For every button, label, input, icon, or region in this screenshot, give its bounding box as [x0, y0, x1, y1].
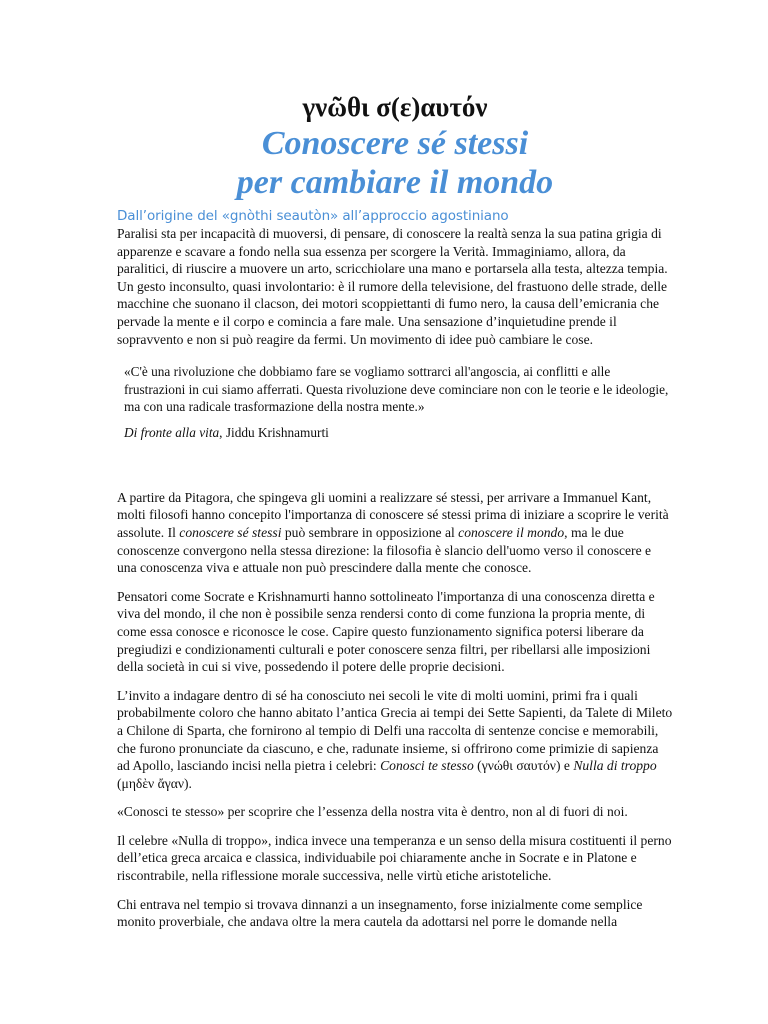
main-title [117, 124, 673, 202]
quote-block [124, 363, 673, 442]
p1-text-a: A partire da Pitagora, che spingeva gli uomini a realizzare sé stessi, per arrivare a Immanuel Kant, molti filosofi hanno concepito l'importanza di conoscere sé stessi prima di iniziare a scoprire le verità assolute. Il [117, 489, 669, 540]
quote-text: «C'è una rivoluzione che dobbiamo fare se vogliamo sottrarci all'angoscia, ai conflitti e alle frustrazioni in cui siamo afferrati. Questa rivoluzione deve cominciare non con le teorie e le ideologie, ma con una radicale trasformazione della nostra mente.» [124, 364, 669, 414]
spacer [117, 442, 673, 489]
p1-text-e: , ma le due conoscenze convergono nella stessa direzione: la filosofia è slancio dell'uomo verso il conoscere e una conoscenza viva e attuale non può prescindere dalla mente che conosce. [117, 524, 652, 576]
paragraph-1 [117, 489, 673, 577]
document-page [117, 90, 673, 931]
p3-text-e: (μηδὲν ἄγαν). [117, 775, 192, 791]
p3-text-a: L’invito a indagare dentro di sé ha conosciuto nei secoli le vite di molti uomini, primi fra i quali probabilmente coloro che hanno abitato l’antica Grecia ai tempi dei Sette Sapienti, da Talete di Mileto a Chilone di Sparta, che fornirono al tempio di Delfi una raccolta di sentenze concise e memorabili, che furono pronunciate da ciascuno, e che, radunate insieme, si offrirono come primizie di sapienza ad Apollo, lasciando incisi nella pietra i celebri: [117, 687, 673, 774]
paragraph-3 [117, 687, 673, 793]
p1-em-conoscere-mondo: conoscere il mondo [458, 524, 565, 540]
p1-em-conoscere-se: conoscere sé stessi [179, 524, 282, 540]
p3-em-nulla: Nulla di troppo [573, 758, 657, 774]
quote-book: Di fronte alla vita [124, 425, 220, 441]
paragraph-6: Chi entrava nel tempio si trovava dinnanzi a un insegnamento, forse inizialmente come semplice monito proverbiale, che andava oltre la mera cautela da adottarsi nel porre le domande nella [117, 896, 643, 930]
p3-text-c: (γνώθι σαυτόν) e [473, 758, 574, 774]
intro-paragraph: Paralisi sta per incapacità di muoversi, di pensare, di conoscere la realtà senza la sua patina grigia di apparenze e scavare a fondo nella sua essenza per scorgere la Verità. Immaginiamo, allora, da paralitici, di riuscire a muovere un arto, scricchiolare una mano e portarsela alla testa, altezza tempia. Un gesto inconsulto, quasi involontario: è il rumore della televisione, del frastuono delle strade, delle macchine che suonano il clacson, dei motori scoppiettanti di fumo nero, la causa dell’emicrania che pervade la mente e il corpo e comincia a fare male. Una sensazione d’inquietudine prende il sopravvento e non si può reagire da fermi. Un movimento di idee può cambiare le cose. [117, 226, 668, 347]
subtitle: Dall’origine del «gnòthi seautòn» all’approccio agostiniano [117, 208, 509, 224]
p1-text-c: può sembrare in opposizione al [281, 524, 459, 540]
paragraph-2: Pensatori come Socrate e Krishnamurti hanno sottolineato l'importanza di una conoscenza diretta e viva del mondo, il che non è possibile senza rendersi conto di come funziona la propria mente, di come essa conosce e riconosce le cose. Capire questo funzionamento significa potersi liberare da pregiudizi e condizionamenti culturali e poter conoscere senza filtri, per ribellarsi alle imposizioni della società in cui si vive, possedendo il potere delle proprie decisioni. [117, 588, 655, 675]
p3-em-conosci: Conosci te stesso [380, 758, 474, 774]
title-line-2: per cambiare il mondo [236, 164, 554, 201]
quote-author: , Jiddu Krishnamurti [219, 425, 329, 441]
quote-source [124, 424, 673, 441]
paragraph-5: Il celebre «Nulla di troppo», indica invece una temperanza e un senso della misura costituenti il perno dell’etica greca arcaica e classica, individuabile poi chiaramente anche in Socrate e in Platone e riscontrabile, nella riflessione morale successiva, nelle virtù etiche aristoteliche. [117, 832, 672, 884]
title-line-1: Conoscere sé stessi [261, 125, 529, 162]
paragraph-4: «Conosci te stesso» per scoprire che l’essenza della nostra vita è dentro, non al di fuori di noi. [117, 804, 628, 820]
greek-title: γνῶθι σ(ε)αυτόν [302, 92, 488, 122]
